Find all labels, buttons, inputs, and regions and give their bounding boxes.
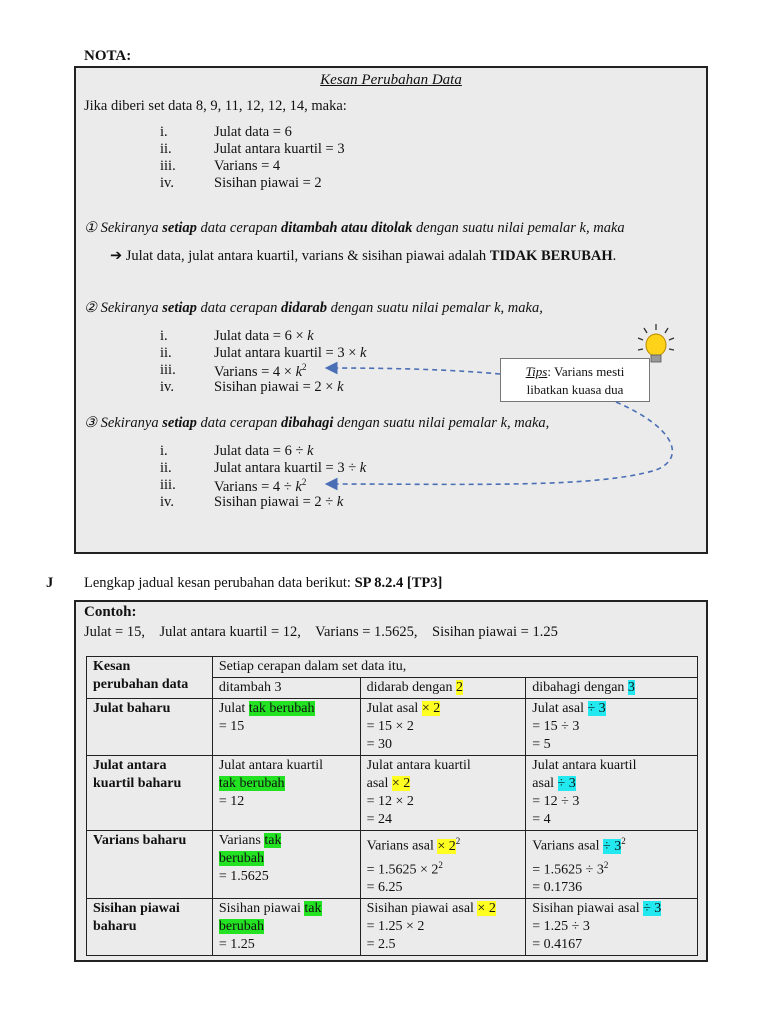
row-header: Varians baharu xyxy=(87,831,213,899)
contoh-values: Julat = 15, Julat antara kuartil = 12, Varians = 1.5625, Sisihan piawai = 1.25 xyxy=(84,624,558,640)
row-header: Sisihan piawai baharu xyxy=(87,899,213,956)
contoh-title: Contoh: xyxy=(84,604,137,620)
rule-result-end: . xyxy=(612,248,617,264)
cell-multiply: Julat antara kuartil asal × 2 = 12 × 2 = 24 xyxy=(360,756,526,831)
rule-bold: setiap xyxy=(162,300,197,316)
rule-result-bold: TIDAK BERUBAH xyxy=(489,248,613,264)
nota-box-title: Kesan Perubahan Data xyxy=(320,72,462,88)
nota-box xyxy=(74,66,708,554)
tip-label: Tips xyxy=(525,364,548,379)
nota-intro: Jika diberi set data 8, 9, 11, 12, 12, 14, maka: xyxy=(84,98,347,114)
section-letter: J xyxy=(46,575,54,591)
rule-bold: setiap xyxy=(162,415,197,431)
list-item-text: Julat antara kuartil = 3 ÷ k xyxy=(214,460,367,476)
group-header: Setiap cerapan dalam set data itu, xyxy=(212,657,697,678)
table-row xyxy=(87,756,698,831)
list-item-num: i. xyxy=(160,124,168,140)
tip-line1: : Varians mesti xyxy=(547,364,625,379)
arrow-right-icon: ➔ xyxy=(110,248,123,264)
row-header: Julat baharu xyxy=(87,699,213,756)
cell-multiply: Varians asal × $2^2$ = $1.5625 \times 2^2$ = 6.25 xyxy=(360,831,526,899)
list-item-num: ii. xyxy=(160,141,172,157)
rule-bold: setiap xyxy=(162,220,197,236)
tip-line2: libatkan kuasa dua xyxy=(526,382,624,397)
cell-divide: Julat antara kuartil asal ÷ 3 = 12 ÷ 3 = 4 xyxy=(526,756,698,831)
list-item-text: Julat antara kuartil = 3 xyxy=(214,141,345,157)
col-header-divide: dibahagi dengan 3 xyxy=(526,678,698,699)
rule-text: data cerapan xyxy=(196,415,282,431)
cell-add: Julat tak berubah = 15 xyxy=(212,699,360,756)
list-item-text: Sisihan piawai = 2 × k xyxy=(214,379,344,395)
section-instruction xyxy=(84,575,442,592)
list-item-num: iv. xyxy=(160,379,174,395)
table-row xyxy=(87,831,698,899)
list-item-num: iii. xyxy=(160,477,176,493)
instruction-code: SP 8.2.4 [TP3] xyxy=(354,575,443,591)
corner-header: Kesan perubahan data xyxy=(87,657,213,699)
list-item-text: Julat data = 6 xyxy=(214,124,292,140)
table-header-row xyxy=(87,657,698,678)
list-item-num: ii. xyxy=(160,345,172,361)
list-item-text: Sisihan piawai = 2 xyxy=(214,175,322,191)
cell-multiply: Sisihan piawai asal × 2 = 1.25 × 2 = 2.5 xyxy=(360,899,526,956)
list-item-num: iv. xyxy=(160,175,174,191)
rule-bold: didarab xyxy=(281,300,327,316)
cell-divide: Varians asal ÷ $3^2$ = $1.5625 \div 3^2$ = 0.1736 xyxy=(526,831,698,899)
tip-pointer-arrows xyxy=(76,68,706,552)
nota-heading: NOTA: xyxy=(84,48,132,64)
col-header-add: ditambah 3 xyxy=(212,678,360,699)
col-header-multiply: didarab dengan 2 xyxy=(360,678,526,699)
cell-divide: Sisihan piawai asal ÷ 3 = 1.25 ÷ 3 = 0.4167 xyxy=(526,899,698,956)
rule-result-text: Julat data, julat antara kuartil, varians & sisihan piawai adalah xyxy=(122,248,490,264)
contoh-box xyxy=(74,600,708,962)
rule-text: data cerapan xyxy=(196,220,282,236)
list-item-text: Sisihan piawai = 2 ÷ k xyxy=(214,494,344,510)
rule-marker: ③ xyxy=(84,415,97,431)
rule-marker: ② xyxy=(84,300,97,316)
list-item-num: i. xyxy=(160,443,168,459)
effect-table xyxy=(86,656,698,956)
list-item-num: i. xyxy=(160,328,168,344)
list-item-text: Varians = $4 \div k^2$ xyxy=(214,477,307,495)
rule-text: Sekiranya xyxy=(97,300,163,316)
list-item-text: Julat data = 6 × k xyxy=(214,328,314,344)
list-item-num: iii. xyxy=(160,158,176,174)
table-row xyxy=(87,699,698,756)
cell-add: Julat antara kuartil tak berubah = 12 xyxy=(212,756,360,831)
cell-divide: Julat asal ÷ 3 = 15 ÷ 3 = 5 xyxy=(526,699,698,756)
rule-text: dengan suatu nilai pemalar k, maka, xyxy=(333,415,550,431)
list-item-text: Julat antara kuartil = 3 × k xyxy=(214,345,367,361)
row-header: Julat antara kuartil baharu xyxy=(87,756,213,831)
rule-text: Sekiranya xyxy=(97,415,163,431)
list-item-text: Varians = 4 xyxy=(214,158,281,174)
list-item-num: ii. xyxy=(160,460,172,476)
rule-marker: ① xyxy=(84,220,97,236)
list-item-num: iv. xyxy=(160,494,174,510)
rule-text: Sekiranya xyxy=(97,220,163,236)
rule-bold: dibahagi xyxy=(281,415,334,431)
rule-text: dengan suatu nilai pemalar k, maka, xyxy=(326,300,543,316)
cell-multiply: Julat asal × 2 = 15 × 2 = 30 xyxy=(360,699,526,756)
list-item-num: iii. xyxy=(160,362,176,378)
table-row xyxy=(87,899,698,956)
list-item-text: Julat data = 6 ÷ k xyxy=(214,443,314,459)
cell-add: Sisihan piawai tak berubah = 1.25 xyxy=(212,899,360,956)
rule-bold: ditambah atau ditolak xyxy=(281,220,413,236)
instruction-text: Lengkap jadual kesan perubahan data berikut: xyxy=(84,575,355,591)
cell-add: Varians tak berubah = 1.5625 xyxy=(212,831,360,899)
rule-text: data cerapan xyxy=(196,300,282,316)
rule-text: dengan suatu nilai pemalar k, maka xyxy=(412,220,625,236)
list-item-text: Varians = $4 \times k^2$ xyxy=(214,362,307,380)
